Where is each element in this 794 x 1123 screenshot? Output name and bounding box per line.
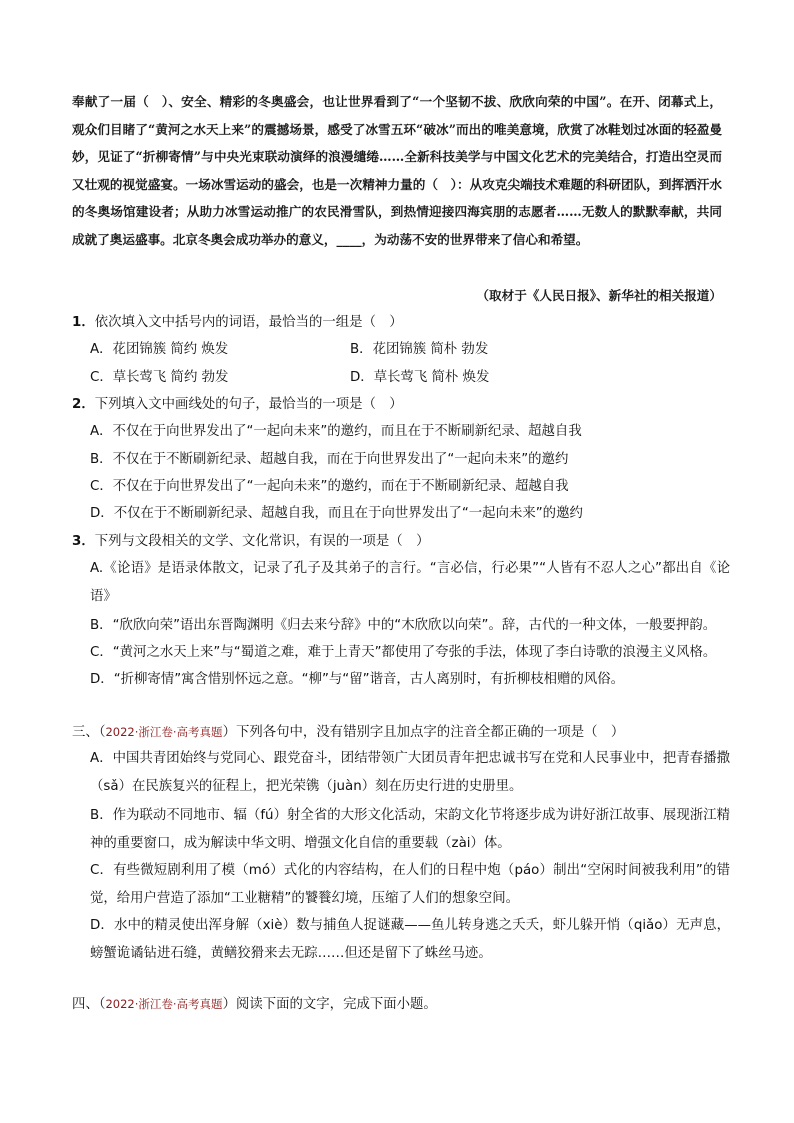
question-stem: 下列填入文中画线处的句子，最恰当的一项是（ ） [94, 397, 403, 412]
question-stem: 下列与文段相关的文学、文化常识，有误的一项是（ ） [94, 534, 430, 549]
reading-passage: 奉献了一届（ ）、安全、精彩的冬奥盛会，也让世界看到了“一个坚韧不拔、欣欣向荣的中国”。在开、闭幕式上，观众们目睹了“黄河之水天上来”的震撼场景，感受了冰雪五环“破冰”而出的唯美意境，欣赏了冰鞋划过冰面的轻盈曼妙，见证了“折柳寄情”与中央光束联动演绎的浪漫缱绻……全新科技美学与中国文化艺术的完美结合，打造出空灵而又壮观的视觉盛宴。一场冰雪运动的盛会，也是一次精神力量的（ ）：从攻克尖端技术难题的科研团队，到挥洒汗水的冬奥场馆建设者；从助力冰雪运动推广的农民滑雪队，到热情迎接四海宾朋的志愿者……无数人的默默奉献，共同成就了奥运盛事。北京冬奥会成功举办的意义，____，为动荡不安的世界带来了信心和希望。 [72, 94, 722, 247]
question-number: 1． [72, 315, 95, 330]
question-3 [72, 532, 732, 552]
q2-option-b: B．不仅在于不断刷新纪录、超越自我，而在于向世界发出了“一起向未来”的邀约 [90, 452, 569, 467]
q1-option-b: B．花团锦簇 简朴 勃发 [350, 342, 489, 357]
s3-option-c: C．有些微短剧利用了模（mó）式化的内容结构，在人们的日程中炮（páo）制出“空闲时间被我利用”的错觉，给用户营造了添加“工业糖精”的饕餮幻境，压缩了人们的想象空间。 [90, 863, 730, 906]
q2-option-d: D．不仅在于不断刷新纪录、超越自我，而且在于向世界发出了“一起向未来”的邀约 [90, 506, 583, 521]
q3-option-a: A.《论语》是语录体散文，记录了孔子及其弟子的言行。“言必信，行必果”“人皆有不忍人之心”都出自《论语》 [90, 561, 730, 604]
section-3-heading: 三、（2022·浙江卷·高考真题）下列各句中，没有错别字且加点字的注音全都正确的一项是（ ） [72, 725, 625, 740]
q1-option-c: C．草长莺飞 简约 勃发 [90, 370, 229, 385]
q2-option-c: C．不仅在于向世界发出了“一起向未来”的邀约，而在于不断刷新纪录、超越自我 [90, 479, 569, 494]
q3-option-b: B．“欣欣向荣”语出东晋陶渊明《归去来兮辞》中的“木欣欣以向荣”。辞，古代的一种文体，一般要押韵。 [90, 618, 717, 633]
question-stem: 依次填入文中括号内的词语，最恰当的一组是（ ） [94, 315, 403, 330]
s3-option-b: B．作为联动不同地市、辐（fú）射全省的大形文化活动，宋韵文化节将逐步成为讲好浙江故事、展现浙江精神的重要窗口，成为解读中华文明、增强文化自信的重要载（zài）体。 [90, 808, 730, 851]
section-4-heading: 四、（2022·浙江卷·高考真题）阅读下面的文字，完成下面小题。 [72, 997, 437, 1012]
q2-option-a: A．不仅在于向世界发出了“一起向未来”的邀约，而且在于不断刷新纪录、超越自我 [90, 424, 582, 439]
s3-option-a: A．中国共青团始终与党同心、跟党奋斗，团结带领广大团员青年把忠诚书写在党和人民事业中，把青春播撒（sǎ）在民族复兴的征程上，把光荣镌（juàn）刻在历史行进的史册里。 [90, 751, 730, 794]
q3-option-d: D．“折柳寄情”寓含惜别怀远之意。“柳”与“留”谐音，古人离别时，有折柳枝相赠的风俗。 [90, 672, 624, 687]
s3-option-d: D．水中的精灵使出浑身解（xiè）数与捕鱼人捉谜藏——鱼儿转身逃之夭夭，虾儿躲开悄（qiǎo）无声息，螃蟹诡谲钻进石缝，黄鳝狡猾来去无踪……但还是留下了蛛丝马迹。 [90, 918, 730, 961]
question-number: 3． [72, 534, 95, 549]
exam-source-tag: 2022·浙江卷·高考真题 [105, 725, 223, 739]
exam-source-tag: 2022·浙江卷·高考真题 [105, 997, 223, 1011]
question-2 [72, 395, 732, 415]
question-1 [72, 313, 732, 333]
q1-option-d: D．草长莺飞 简朴 焕发 [350, 370, 490, 385]
q3-option-c: C．“黄河之水天上来”与“蜀道之难，难于上青天”都使用了夸张的手法，体现了李白诗歌的浪漫主义风格。 [90, 645, 717, 660]
question-number: 2． [72, 397, 95, 412]
q1-option-a: A．花团锦簇 简约 焕发 [90, 342, 229, 357]
passage-source: （取材于《人民日报》、新华社的相关报道） [476, 288, 722, 303]
